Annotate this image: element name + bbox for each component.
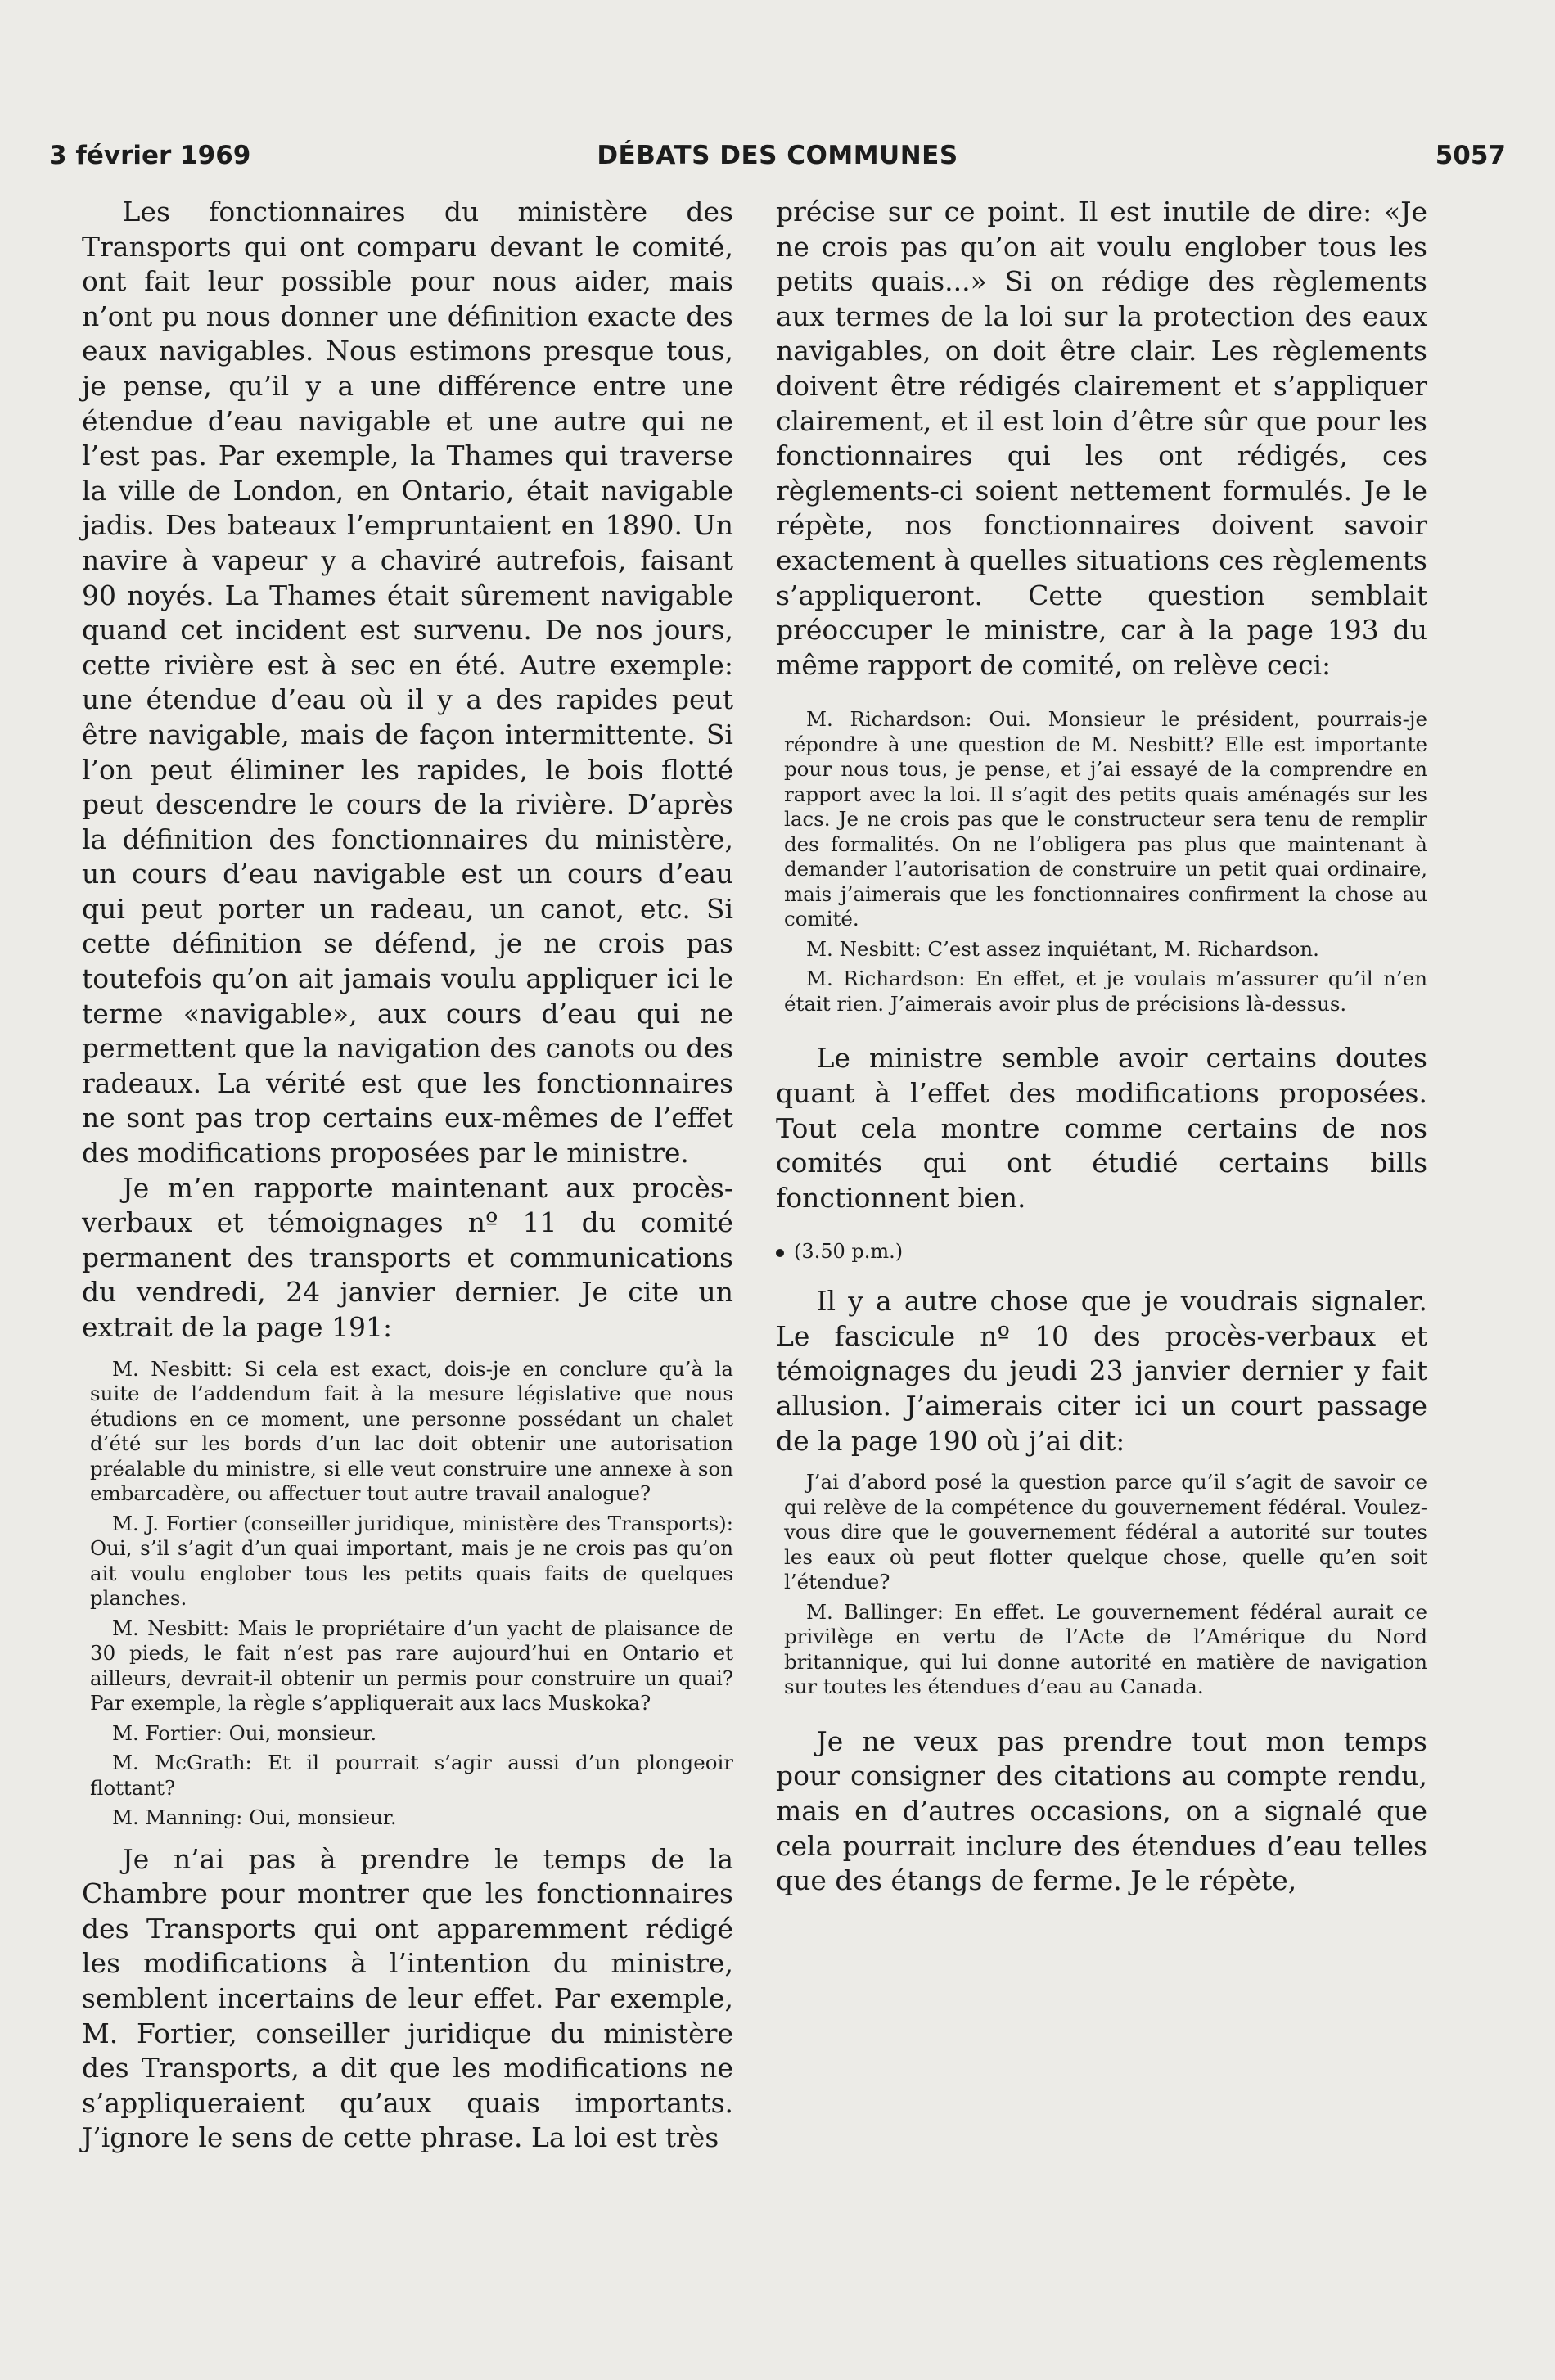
time-marker: [776, 1240, 1427, 1263]
header-page-number: 5057: [1435, 141, 1506, 170]
quoted-testimony: [784, 707, 1427, 1016]
time-label: (3.50 p.m.): [794, 1240, 904, 1264]
quoted-testimony: [90, 1357, 733, 1831]
quote-paragraph: M. McGrath: Et il pourrait s’agir aussi d’un plongeoir flottant?: [90, 1751, 733, 1800]
header-date: 3 février 1969: [49, 141, 251, 170]
quote-paragraph: M. Nesbitt: Mais le propriétaire d’un yacht de plaisance de 30 pieds, le fait n’est pas rare aujourd’hui en Ontario et ailleurs, devrait-il obtenir un permis pour construire un quai? Par exemple, la règle s’appliquerait aux lacs Muskoka?: [90, 1616, 733, 1715]
quote-paragraph: M. Ballinger: En effet. Le gouvernement fédéral aurait ce privilège en vertu de l’Acte de l’Amérique du Nord britannique, qui lui donne autorité en matière de navigation sur toutes les étendues d’eau au Canada.: [784, 1599, 1427, 1699]
page-header: [49, 141, 1506, 182]
body-paragraph: Je m’en rapporte maintenant aux procès-verbaux et témoignages nº 11 du comité permanent des transports et communications du vendredi, 24 janvier dernier. Je cite un extrait de la page 191:: [82, 1171, 733, 1343]
bullet-icon: [776, 1249, 784, 1257]
header-title: DÉBATS DES COMMUNES: [597, 141, 958, 170]
quote-paragraph: M. Richardson: En effet, et je voulais m’assurer qu’il n’en était rien. J’aimerais avoir plus de précisions là-dessus.: [784, 967, 1427, 1016]
quote-paragraph: M. Richardson: Oui. Monsieur le président, pourrais-je répondre à une question de M. Nesbitt? Elle est importante pour nous tous, je pense, et j’ai essayé de la comprendre en rapport avec la loi. Il s’agit des petits quais aménagés sur les lacs. Je ne crois pas que le constructeur sera tenu de remplir des formalités. On ne l’obligera pas plus que maintenant à demander l’autorisation de construire un petit quai ordinaire, mais j’aimerais que les fonctionnaires confirment la chose au comité.: [784, 707, 1427, 931]
body-paragraph: Je ne veux pas prendre tout mon temps pour consigner des citations au compte rendu, mais en d’autres occasions, on a signalé que cela pourrait inclure des étendues d’eau telles que des étangs de ferme. Je le répète,: [776, 1724, 1427, 1897]
left-column: [82, 195, 733, 2156]
body-paragraph: Les fonctionnaires du ministère des Transports qui ont comparu devant le comité, ont fait leur possible pour nous aider, mais n’ont pu nous donner une définition exacte des eaux navigables. Nous estimons presque tous, je pense, qu’il y a une différence entre une étendue d’eau navigable et une autre qui ne l’est pas. Par exemple, la Thames qui traverse la ville de London, en Ontario, était navigable jadis. Des bateaux l’empruntaient en 1890. Un navire à vapeur y a chaviré autrefois, faisant 90 noyés. La Thames était sûrement navigable quand cet incident est survenu. De nos jours, cette rivière est à sec en été. Autre exemple: une étendue d’eau où il y a des rapides peut être navigable, mais de façon intermittente. Si l’on peut éliminer les rapides, le bois flotté peut descendre le cours de la rivière. D’après la définition des fonctionnaires du ministère, un cours d’eau navigable est un cours d’eau qui peut porter un radeau, un canot, etc. Si cette définition se défend, je ne crois pas toutefois qu’on ait jamais voulu appliquer ici le terme «navigable», aux cours d’eau qui ne permettent que la navigation des canots ou des radeaux. La vérité est que les fonctionnaires ne sont pas trop certains eux-mêmes de l’effet des modifications proposées par le ministre.: [82, 196, 733, 1170]
body-paragraph: précise sur ce point. Il est inutile de dire: «Je ne crois pas qu’on ait voulu englober tous les petits quais...» Si on rédige des règlements aux termes de la loi sur la protection des eaux navigables, on doit être clair. Les règlements doivent être rédigés clairement et s’appliquer clairement, et il est loin d’être sûr que pour les fonctionnaires qui les ont rédigés, ces règlements-ci soient nettement formulés. Je le répète, nos fonctionnaires doivent savoir exactement à quelles situations ces règlements s’appliqueront. Cette question semblait préoccuper le ministre, car à la page 193 du même rapport de comité, on relève ceci:: [776, 196, 1427, 681]
quote-paragraph: M. Manning: Oui, monsieur.: [111, 1805, 397, 1830]
quote-paragraph: M. Nesbitt: C’est assez inquiétant, M. Richardson.: [805, 936, 1319, 961]
body-paragraph: Il y a autre chose que je voudrais signaler. Le fascicule nº 10 des procès-verbaux et témoignages du jeudi 23 janvier dernier y fait allusion. J’aimerais citer ici un court passage de la page 190 où j’ai dit:: [776, 1285, 1427, 1457]
body-paragraph: Je n’ai pas à prendre le temps de la Chambre pour montrer que les fonctionnaires des Transports qui ont apparemment rédigé les modifications à l’intention du ministre, semblent incertains de leur effet. Par exemple, M. Fortier, conseiller juridique du ministère des Transports, a dit que les modifications ne s’appliqueraient qu’aux quais importants. J’ignore le sens de cette phrase. La loi est très: [82, 1842, 733, 2154]
right-column: [776, 195, 1427, 1899]
quote-paragraph: J’ai d’abord posé la question parce qu’il s’agit de savoir ce qui relève de la compétence du gouvernement fédéral. Voulez-vous dire que le gouvernement fédéral a autorité sur toutes les eaux où peut flotter quelque chose, quelle qu’en soit l’étendue?: [784, 1470, 1427, 1594]
body-paragraph: Le ministre semble avoir certains doutes quant à l’effet des modifications proposées. Tout cela montre comme certains de nos comités qui ont étudié certains bills fonctionnent bien.: [776, 1042, 1427, 1214]
quote-paragraph: M. Fortier: Oui, monsieur.: [111, 1720, 377, 1745]
quoted-testimony: [784, 1470, 1427, 1700]
quote-paragraph: M. J. Fortier (conseiller juridique, ministère des Transports): Oui, s’il s’agit d’un quai important, mais je ne crois pas qu’on ait voulu englober tous les petits quais faits de quelques planches.: [90, 1511, 733, 1611]
quote-paragraph: M. Nesbitt: Si cela est exact, dois-je en conclure qu’à la suite de l’addendum fait à la mesure législative que nous étudions en ce moment, une personne possédant un chalet d’été sur les bords d’un lac doit obtenir une autorisation préalable du ministre, si elle veut construire une annexe à son embarcadère, ou affectuer tout autre travail analogue?: [90, 1356, 733, 1506]
